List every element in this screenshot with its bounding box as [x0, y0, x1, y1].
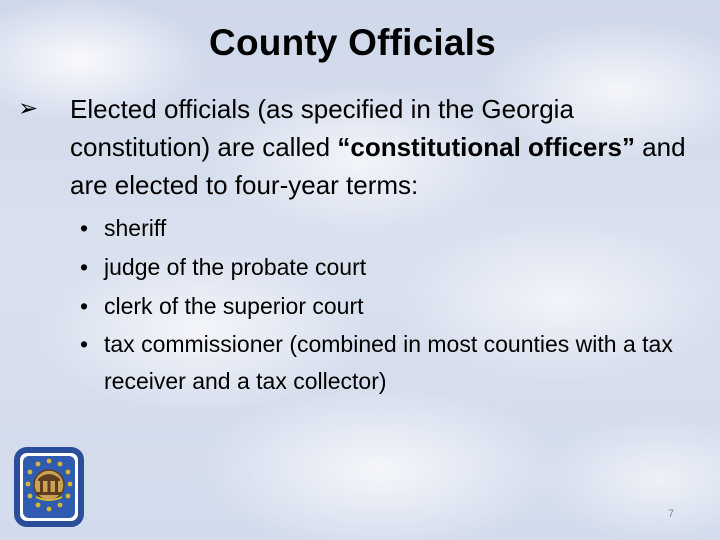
main-bullet-text-before: Elected officials (as specified in the Georgia constitution) are called — [70, 94, 574, 162]
close-quote: ” — [621, 132, 635, 162]
sub-bullet-item: • tax commissioner (combined in most counties with a tax receiver and a tax collector) — [80, 326, 710, 400]
open-quote: “ — [337, 132, 351, 162]
sub-bullet-list — [80, 209, 710, 400]
page-number: 7 — [668, 508, 675, 520]
sub-bullet-item: • judge of the probate court — [80, 248, 710, 287]
arrow-bullet-icon: ➢ — [18, 95, 39, 122]
sub-bullet-item: • clerk of the superior court — [80, 287, 710, 326]
main-bullet-text-after: and are elected to four-year terms: — [70, 132, 686, 200]
slide-title: County Officials — [209, 22, 496, 63]
main-bullet — [18, 90, 708, 204]
emphasized-term: constitutional officers — [350, 132, 622, 162]
georgia-seal-icon — [14, 447, 84, 527]
sub-bullet-item: • sheriff — [80, 209, 710, 248]
main-bullet-text — [18, 90, 708, 204]
